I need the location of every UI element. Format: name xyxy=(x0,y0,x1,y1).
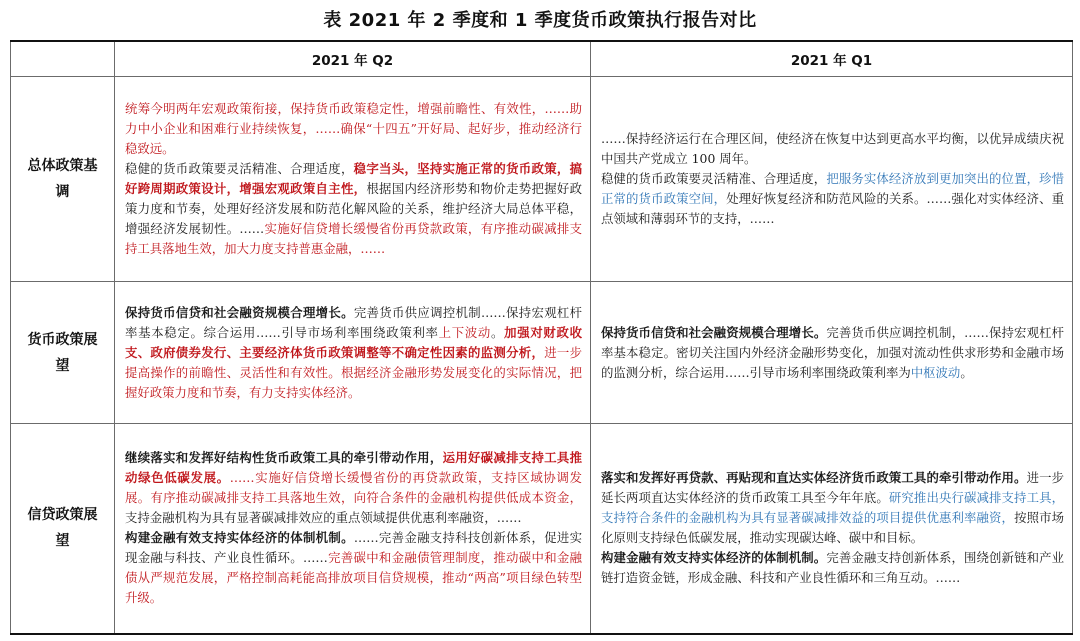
text-run: 保持货币信贷和社会融资规模合理增长。 xyxy=(601,324,827,340)
row-label: 货币政策展望 xyxy=(11,282,115,424)
text-run: 进一步提高操作的前瞻性、灵活性和有效性。根据经济金融形势发展变化的实际情况，把握好政策力度和节奏，有力支持实体经济。 xyxy=(125,344,582,400)
text-run: 构建金融有效支持实体经济的体制机制。 xyxy=(125,530,354,546)
text-run: 落实和发挥好再贷款、再贴现和直达实体经济货币政策工具的牵引带动作用。 xyxy=(601,470,1027,486)
text-run: 根据国内经济形势和物价走势把握好政策力度和节奏，处理好经济发展和防范化解风险的关系，维护经济大局总体平稳，增强经济发展韧性。…… xyxy=(125,181,582,236)
text-run: 运用好碳减排支持工具推动绿色低碳发展。 xyxy=(125,450,582,486)
cell-paragraph xyxy=(125,99,582,159)
cell-paragraph xyxy=(125,448,582,528)
text-run: 把服务实体经济放到更加突出的位置，珍惜正常的货币政策空间， xyxy=(601,171,1065,206)
cell-paragraph xyxy=(125,528,582,608)
header-q1: 2021 年 Q1 xyxy=(591,41,1073,77)
q1-cell xyxy=(591,77,1073,282)
text-run: 继续落实和发挥好结构性货币政策工具的牵引带动作用， xyxy=(125,450,443,466)
text-run: ……保持经济运行在合理区间，使经济在恢复中达到更高水平均衡，以优异成绩庆祝中国共产党成立 100 周年。 xyxy=(601,131,1064,166)
q2-cell xyxy=(115,282,591,424)
text-run: 加强对财政收支、政府债券发行、主要经济体货币政策调整等不确定性因素的监测分析， xyxy=(125,324,583,360)
cell-paragraph xyxy=(601,468,1064,548)
text-run: 。 xyxy=(491,324,505,340)
text-run: 。 xyxy=(960,364,973,380)
header-row xyxy=(11,41,1073,77)
text-run: 保持货币信贷和社会融资规模合理增长。 xyxy=(125,304,354,320)
header-q2: 2021 年 Q2 xyxy=(115,41,591,77)
cell-paragraph xyxy=(601,169,1064,229)
q2-cell xyxy=(115,77,591,282)
text-run: 完善货币供应调控机制，……保持宏观杠杆率基本稳定。密切关注国内外经济金融形势变化，加强对流动性供求形势和金融市场的监测分析，综合运用……引导市场利率围绕政策利率为 xyxy=(601,324,1065,380)
cell-paragraph xyxy=(601,323,1064,383)
text-run: 实施好信贷增长缓慢省份再贷款政策，有序推动碳减排支持工具落地生效，加大力度支持普惠金融，…… xyxy=(125,221,583,256)
text-run: 统筹今明两年宏观政策衔接，保持货币政策稳定性，增强前瞻性、有效性，……助力中小企业和困难行业持续恢复，……确保“十四五”开好局、起好步，推动经济行稳致远。 xyxy=(125,101,582,156)
q1-cell xyxy=(591,424,1073,634)
comparison-table xyxy=(10,40,1073,635)
text-run: 稳字当头，坚持实施正常的货币政策，搞好跨周期政策设计，增强宏观政策自主性， xyxy=(125,161,582,196)
text-run: ……完善金融支持科技创新体系，促进实现金融与科技、产业良性循环。…… xyxy=(125,530,583,566)
text-run: 按照市场化原则支持绿色低碳发展，推动实现碳达峰、碳中和目标。 xyxy=(601,510,1065,546)
text-run: 稳健的货币政策要灵活精准、合理适度， xyxy=(601,171,827,186)
text-run: 完善碳中和金融债管理制度，推动碳中和金融债从严规范发展，严格控制高耗能高排放项目信贷规模，推动“两高”项目绿色转型升级。 xyxy=(125,550,583,606)
row-overall-policy xyxy=(11,77,1073,282)
text-run: 支持金融机构为具有显著碳减排效应的重点领域提供优惠利率融资，…… xyxy=(125,510,522,526)
text-run: ……实施好信贷增长缓慢省份的再贷款政策，支持区域协调发展。有序推动碳减排支持工具落地生效，向符合条件的金融机构提供低成本资金， xyxy=(125,470,583,506)
q1-cell xyxy=(591,282,1073,424)
cell-paragraph xyxy=(601,129,1064,169)
cell-paragraph xyxy=(125,303,582,403)
table-title: 表 2021 年 2 季度和 1 季度货币政策执行报告对比 xyxy=(323,10,757,31)
row-credit-outlook xyxy=(11,424,1073,634)
text-run: 处理好恢复经济和防范风险的关系。……强化对实体经济、重点领域和薄弱环节的支持，…… xyxy=(601,191,1065,226)
text-run: 进一步延长两项直达实体经济的货币政策工具至今年年底。 xyxy=(601,470,1065,506)
q2-cell xyxy=(115,424,591,634)
cell-paragraph xyxy=(601,548,1064,588)
header-corner xyxy=(11,41,115,77)
row-monetary-outlook xyxy=(11,282,1073,424)
text-run: 构建金融有效支持实体经济的体制机制。 xyxy=(601,550,827,566)
row-label: 信贷政策展望 xyxy=(11,424,115,634)
text-run: 中枢波动 xyxy=(910,364,961,380)
text-run: 稳健的货币政策要灵活精准、合理适度， xyxy=(125,161,354,176)
text-run: 完善金融支持创新体系，围绕创新链和产业链打造资金链，形成金融、科技和产业良性循环和三角互动。…… xyxy=(601,550,1065,586)
cell-paragraph xyxy=(125,159,582,259)
text-run: 研究推出央行碳减排支持工具，支持符合条件的金融机构为具有显著碳减排效益的项目提供优惠利率融资， xyxy=(601,490,1065,526)
text-run: 上下波动 xyxy=(438,324,492,340)
text-run: 完善货币供应调控机制……保持宏观杠杆率基本稳定。综合运用……引导市场利率围绕政策利率 xyxy=(125,304,583,340)
row-label: 总体政策基调 xyxy=(11,77,115,282)
